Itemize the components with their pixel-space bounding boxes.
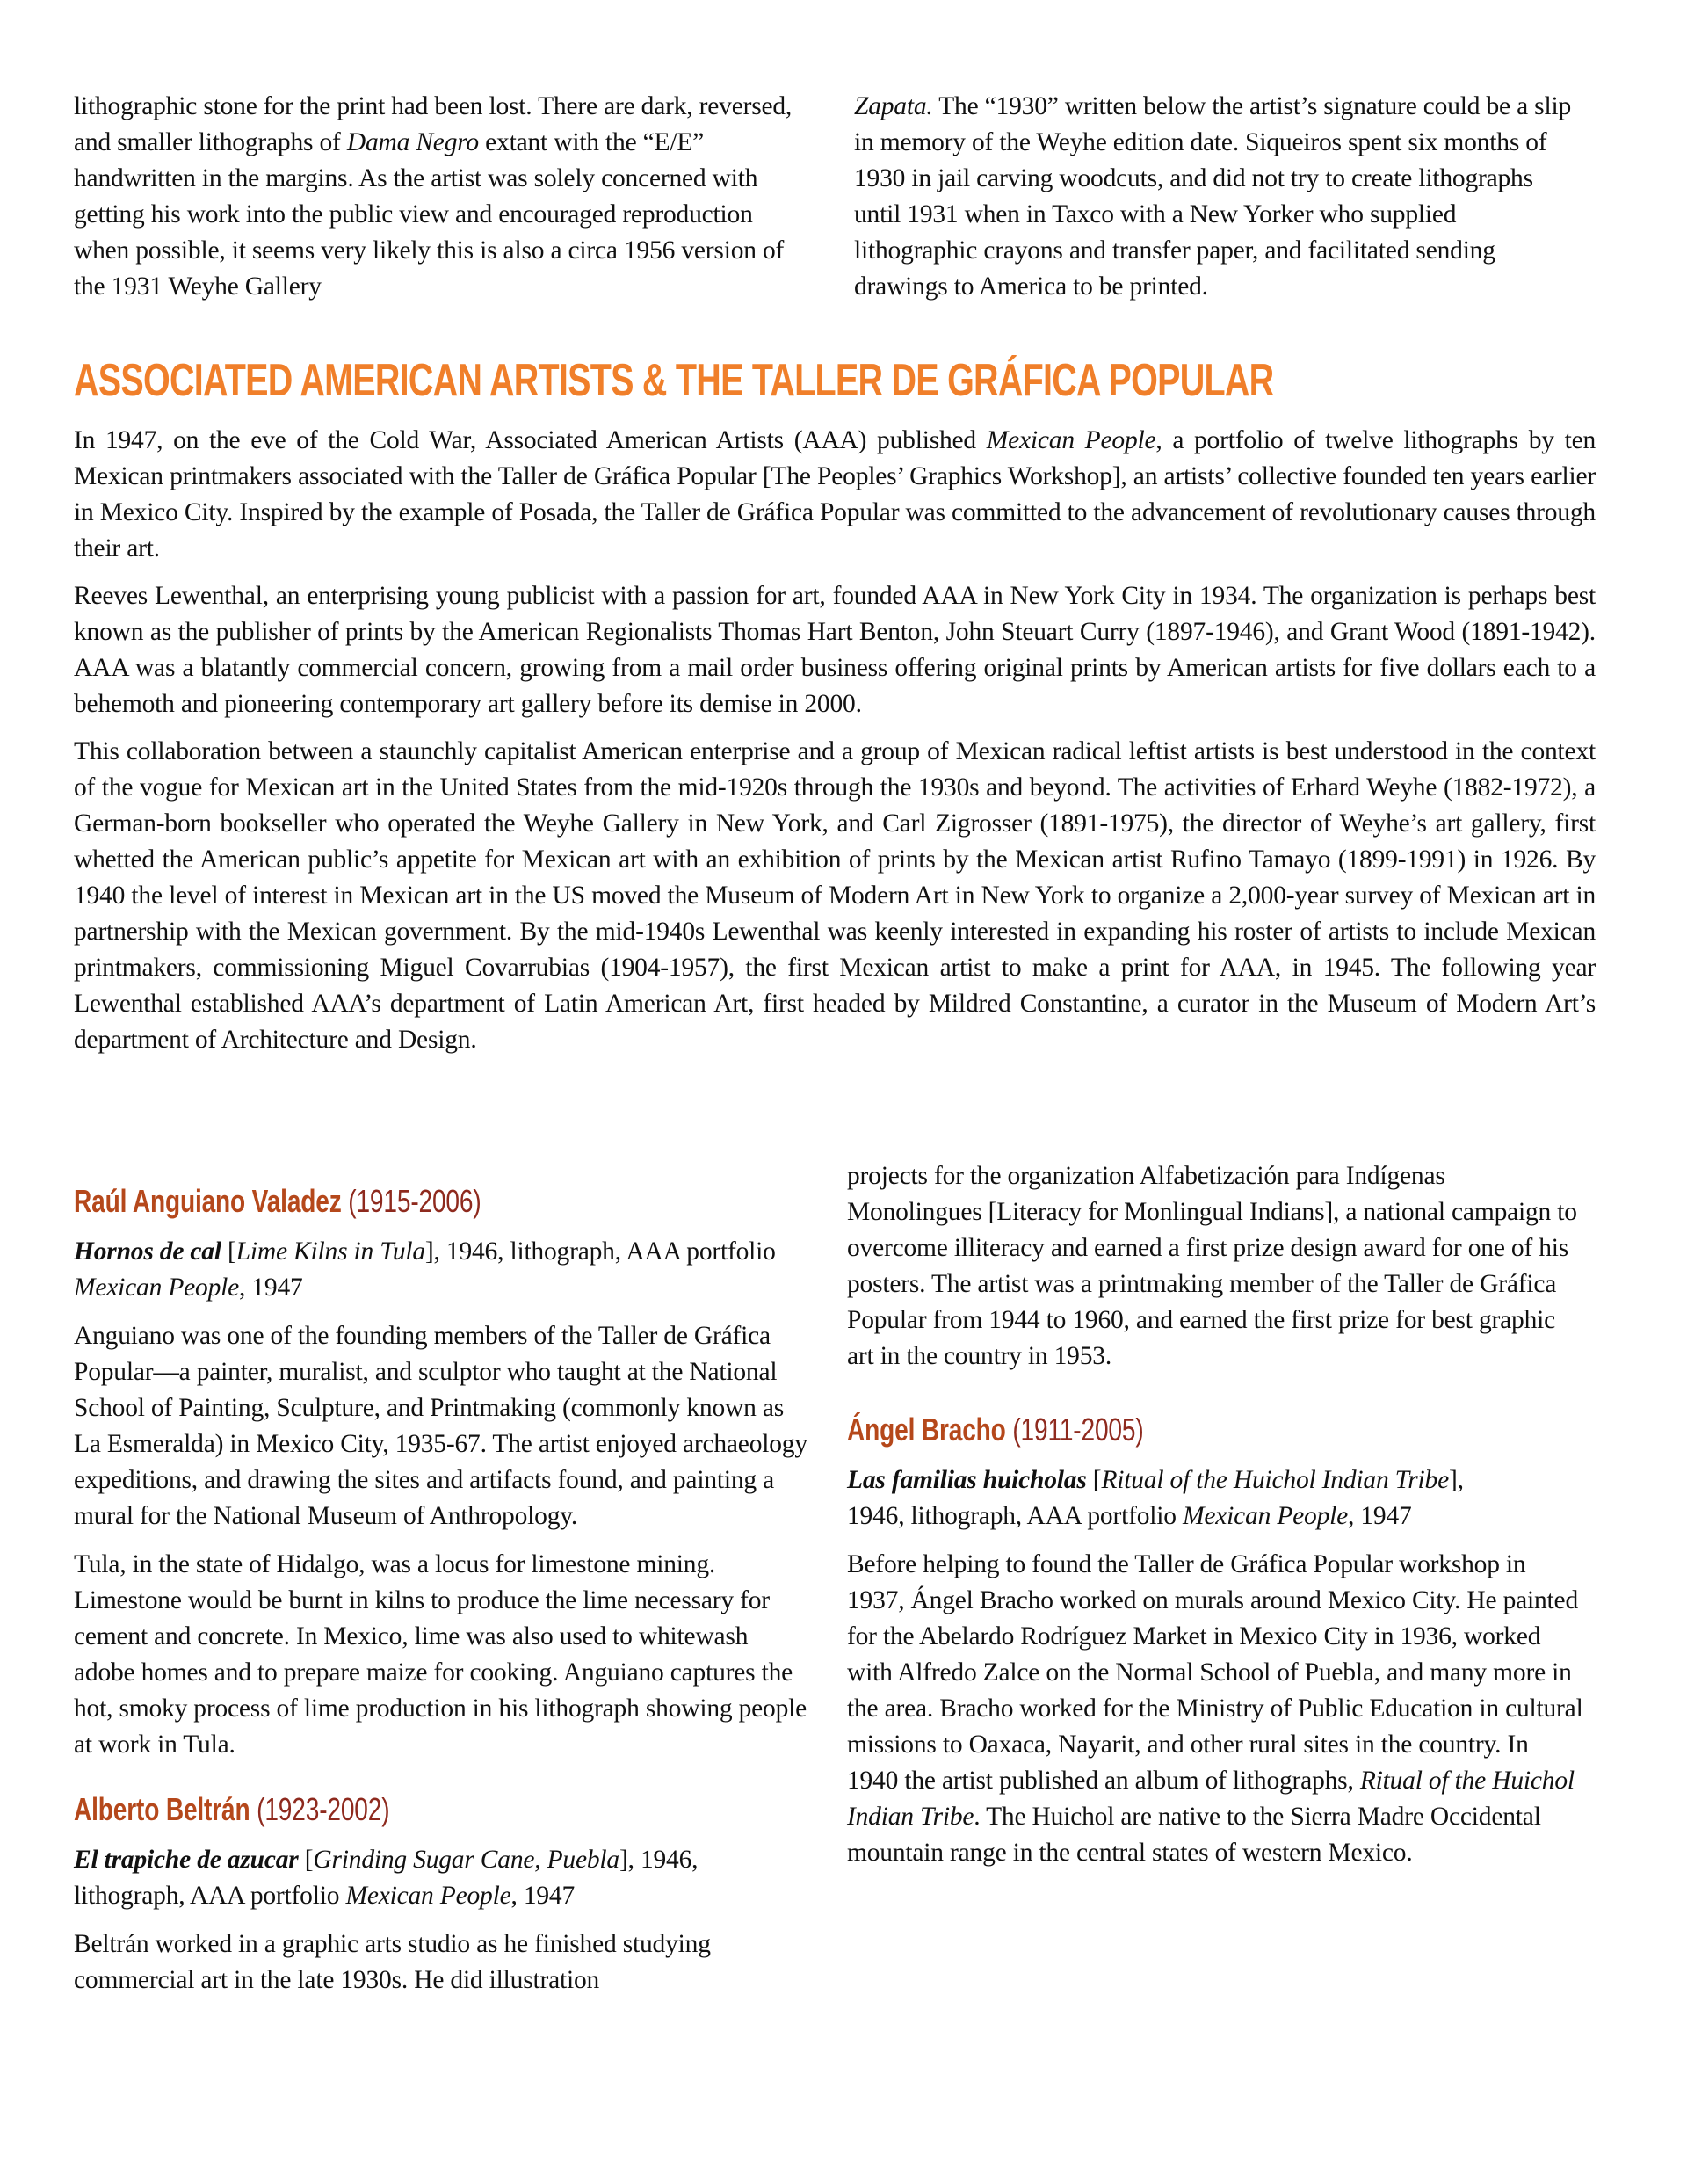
section-intro	[74, 423, 1596, 1070]
artist-bio	[74, 1926, 812, 1999]
portfolio-name: Mexican People	[1183, 1502, 1349, 1530]
artist-bio	[74, 1318, 812, 1763]
artist-column-left	[74, 1158, 812, 2011]
artist-heading	[74, 1789, 649, 1830]
continued-text-columns	[74, 89, 1596, 305]
artwork-translation: Grinding Sugar Cane, Puebla	[313, 1846, 619, 1874]
continued-column-right	[854, 89, 1583, 305]
artist-heading	[847, 1410, 1423, 1450]
bio-paragraph: Before helping to found the Taller de Gráfica Popular workshop in 1937, Ángel Bracho worked on murals around Mexico City. He painted for the Abelardo Rodríguez Market in Mexico City in 1936, worked with Alfredo Zalce on the Normal School of Puebla, and many more in the area. Bracho worked for the Ministry of Public Education in cultural missions to Oaxaca, Nayarit, and other rural sites in the country. In 1940 the artist published an album of lithographs, Ritual of the Huichol Indian Tribe. The Huichol are native to the Sierra Madre Occidental mountain range in the central states of western Mexico.	[847, 1550, 1583, 1867]
artwork-translation: Ritual of the Huichol Indian Tribe	[1101, 1466, 1449, 1494]
artwork-title: Hornos de cal	[74, 1237, 221, 1266]
artwork-caption: Las familias huicholas [Ritual of the Huichol Indian Tribe], 1946, lithograph, AAA portfolio Mexican People, 1947	[847, 1466, 1464, 1530]
artwork-translation: Lime Kilns in Tula	[235, 1237, 425, 1266]
artwork-title: El trapiche de azucar	[74, 1846, 299, 1874]
intro-paragraph-2: Reeves Lewenthal, an enterprising young publicist with a passion for art, founded AAA in New York City in 1934. The organization is perhaps best known as the publisher of prints by the American Regionalists Thomas Hart Benton, John Steuart Curry (1897-1946), and Grant Wood (1891-1942). AAA was a blatantly commercial concern, growing from a mail order business offering original prints by American artists for five dollars each to a behemoth and pioneering contemporary art gallery before its demise in 2000.	[74, 582, 1596, 718]
portfolio-name: Mexican People	[345, 1882, 511, 1910]
portfolio-name: Mexican People	[74, 1273, 240, 1302]
artist-bio-continued	[847, 1158, 1585, 1375]
artist-bio	[847, 1547, 1585, 1871]
artist-dates: (1911-2005)	[1012, 1411, 1144, 1448]
artist-entries	[74, 1158, 1596, 2011]
artwork-caption: El trapiche de azucar [Grinding Sugar Cane, Puebla], 1946, lithograph, AAA portfolio Mexican People, 1947	[74, 1846, 699, 1910]
bio-paragraph: Beltrán worked in a graphic arts studio as he finished studying commercial art in the late 1930s. He did illustration	[74, 1930, 711, 1994]
artist-dates: (1923-2002)	[257, 1791, 390, 1827]
continued-column-left	[74, 89, 803, 305]
bio-paragraph: Anguiano was one of the founding members of the Taller de Gráfica Popular—a painter, muralist, and sculptor who taught at the National School of Painting, Sculpture, and Printmaking (commonly known as La Esmeralda) in Mexico City, 1935-67. The artist enjoyed archaeology expeditions, and drawing the sites and artifacts found, and painting a mural for the National Museum of Anthropology.	[74, 1322, 807, 1530]
section-heading: ASSOCIATED AMERICAN ARTISTS & THE TALLER DE GRÁFICA POPULAR	[74, 355, 1274, 406]
artist-dates: (1915-2006)	[348, 1183, 481, 1219]
portfolio-title: Mexican People	[986, 426, 1156, 454]
artist-entry-beltran	[74, 1789, 812, 1999]
intro-paragraph-3: This collaboration between a staunchly capitalist American enterprise and a group of Mexican radical leftist artists is best understood in the context of the vogue for Mexican art in the United States from the mid-1920s through the 1930s and beyond. The activities of Erhard Weyhe (1882-1972), a German-born bookseller who operated the Weyhe Gallery in New York, and Carl Zigrosser (1891-1975), the director of Weyhe’s art gallery, first whetted the American public’s appetite for Mexican art with an exhibition of prints by the Mexican artist Rufino Tamayo (1899-1991) in 1926. By 1940 the level of interest in Mexican art in the US moved the Museum of Modern Art in New York to organize a 2,000-year survey of Mexican art in partnership with the Mexican government. By the mid-1940s Lewenthal was keenly interested in expanding his roster of artists to include Mexican printmakers, commissioning Miguel Covarrubias (1904-1957), the first Mexican artist to make a print for AAA, in 1945. The following year Lewenthal established AAA’s department of Latin American Art, first headed by Mildred Constantine, a curator in the Museum of Modern Art’s department of Architecture and Design.	[74, 737, 1596, 1054]
continued-paragraph-left: lithographic stone for the print had been lost. There are dark, reversed, and smaller lithographs of Dama Negro extant with the “E/E” handwritten in the margins. As the artist was solely concerned with getting his work into the public view and encouraged reproduction when possible, it seems very likely this is also a circa 1956 version of the 1931 Weyhe Gallery	[74, 92, 793, 301]
artwork-title: Las familias huicholas	[847, 1466, 1087, 1494]
intro-paragraph-1: In 1947, on the eve of the Cold War, Associated American Artists (AAA) published Mexican People, a portfolio of twelve lithographs by ten Mexican printmakers associated with the Taller de Gráfica Popular [The Peoples’ Graphics Workshop], an artists’ collective founded ten years earlier in Mexico City. Inspired by the example of Posada, the Taller de Gráfica Popular was committed to the advancement of revolutionary causes through their art.	[74, 426, 1596, 562]
bio-paragraph: projects for the organization Alfabetización para Indígenas Monolingues [Literacy for Monlingual Indians], a national campaign to overcome illiteracy and earned a first prize design award for one of his posters. The artist was a printmaking member of the Taller de Gráfica Popular from 1944 to 1960, and earned the first prize for best graphic art in the country in 1953.	[847, 1162, 1577, 1370]
artwork-title-dama-negro: Dama Negro	[346, 128, 479, 156]
artist-heading	[74, 1181, 649, 1222]
bio-paragraph: Tula, in the state of Hidalgo, was a locus for limestone mining. Limestone would be burnt in kilns to produce the lime necessary for cement and concrete. In Mexico, lime was also used to whitewash adobe homes and to prepare maize for cooking. Anguiano captures the hot, smoky process of lime production in his lithograph showing people at work in Tula.	[74, 1550, 807, 1759]
artist-name: Ángel Bracho	[847, 1411, 1006, 1448]
album-title: Ritual of the Huichol Indian Tribe	[847, 1767, 1575, 1831]
artist-entry-bracho	[847, 1410, 1585, 1871]
artist-column-right	[847, 1158, 1585, 2011]
continued-paragraph-right: Zapata. The “1930” written below the artist’s signature could be a slip in memory of the Weyhe edition date. Siqueiros spent six months of 1930 in jail carving woodcuts, and did not try to create lithographs until 1931 when in Taxco with a New Yorker who supplied lithographic crayons and transfer paper, and facilitated sending drawings to America to be printed.	[854, 92, 1572, 301]
artwork-title-zapata: Zapata.	[854, 92, 933, 120]
artist-entry-anguiano	[74, 1181, 812, 1763]
artwork-caption: Hornos de cal [Lime Kilns in Tula], 1946, lithograph, AAA portfolio Mexican People, 1947	[74, 1237, 776, 1302]
artist-name: Raúl Anguiano Valadez	[74, 1183, 342, 1219]
artist-name: Alberto Beltrán	[74, 1791, 250, 1827]
